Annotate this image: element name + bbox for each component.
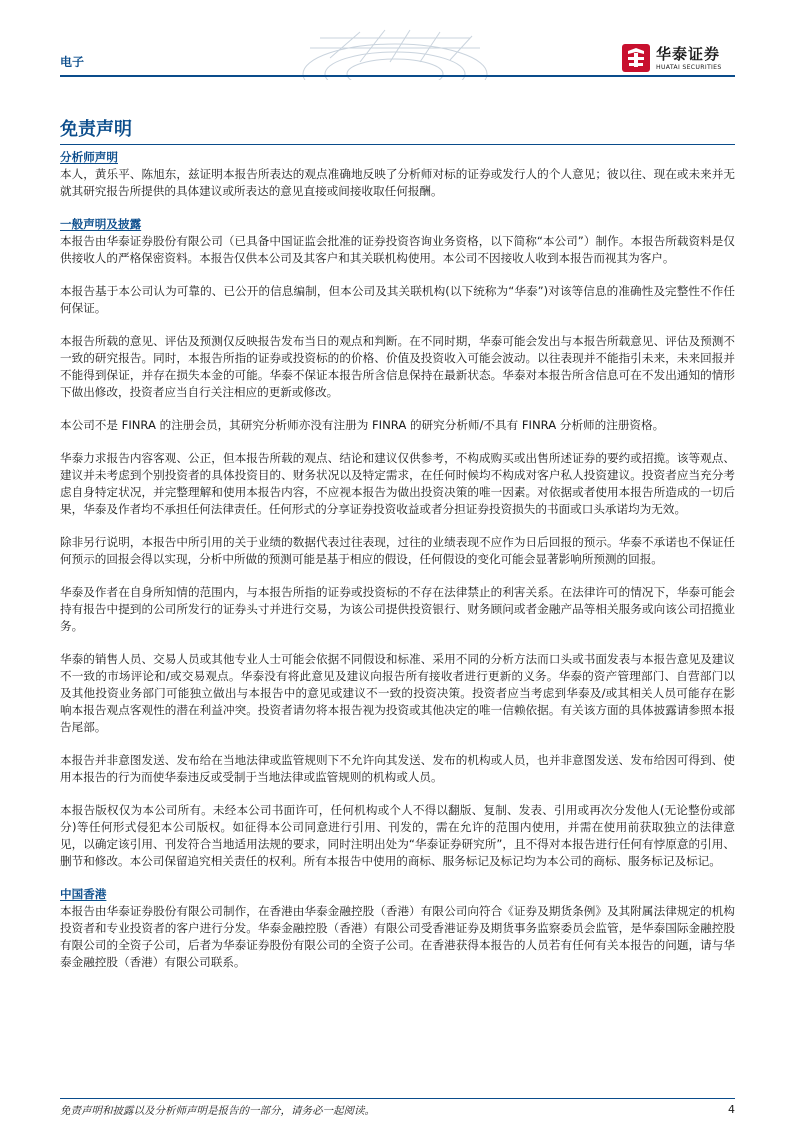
disclaimer-body [60, 149, 735, 971]
footer-note: 免责声明和披露以及分析师声明是报告的一部分，请务必一起阅读。 [60, 1105, 375, 1117]
paragraph: 本报告基于本公司认为可靠的、已公开的信息编制，但本公司及其关联机构(以下统称为“华泰”)对该等信息的准确性及完整性不作任何保证。 [60, 284, 735, 315]
paragraph: 本报告由华泰证券股份有限公司制作，在香港由华泰金融控股（香港）有限公司向符合《证券及期货条例》及其附属法律规定的机构投资者和专业投资者的客户进行分发。华泰金融控股（香港）有限公司受香港证券及期货事务监察委员会监管，是华泰国际金融控股有限公司的全资子公司，后者为华泰证券股份有限公司的全资子公司。在香港获得本报告的人员若有任何有关本报告的问题，请与华泰金融控股（香港）有限公司联系。 [60, 904, 735, 969]
header-divider [60, 75, 735, 77]
section-heading: 分析师声明 [60, 150, 118, 164]
section-hong-kong [60, 886, 735, 971]
paragraph: 本报告由华泰证券股份有限公司（已具备中国证监会批准的证券投资咨询业务资格，以下简称“本公司”）制作。本报告所载资料是仅供接收人的严格保密资料。本报告仅供本公司及其客户和其关联机构使用。本公司不因接收人收到本报告而视其为客户。 [60, 234, 735, 265]
section-general [60, 216, 735, 870]
section-heading: 中国香港 [60, 887, 107, 901]
page-number: 4 [728, 1103, 735, 1116]
section-label: 电子 [60, 55, 85, 69]
paragraph: 华泰的销售人员、交易人员或其他专业人士可能会依据不同假设和标准、采用不同的分析方法而口头或书面发表与本报告意见及建议不一致的市场评论和/或交易观点。华泰没有将此意见及建议向报告所有接收者进行更新的义务。华泰的资产管理部门、自营部门以及其他投资业务部门可能独立做出与本报告中的意见或建议不一致的投资决策。投资者应当考虑到华泰及/或其相关人员可能存在影响本报告观点客观性的潜在利益冲突。投资者请勿将本报告视为投资或其他决定的唯一信赖依据。有关该方面的具体披露请参照本报告尾部。 [60, 652, 735, 734]
logo-subtitle: HUATAI SECURITIES [656, 64, 722, 71]
title-divider [60, 144, 735, 145]
logo-name: 华泰证券 [656, 45, 721, 63]
huatai-logo [622, 44, 734, 74]
paragraph: 华泰力求报告内容客观、公正，但本报告所载的观点、结论和建议仅供参考，不构成购买或出售所述证券的要约或招揽。该等观点、建议并未考虑到个别投资者的具体投资目的、财务状况以及特定需求，在任何时候均不构成对客户私人投资建议。投资者应当充分考虑自身特定状况，并完整理解和使用本报告内容，不应视本报告为做出投资决策的唯一因素。对依据或者使用本报告所造成的一切后果，华泰及作者均不承担任何法律责任。任何形式的分享证券投资收益或者分担证券投资损失的书面或口头承诺均为无效。 [60, 451, 735, 516]
section-heading: 一般声明及披露 [60, 217, 142, 231]
paragraph: 除非另行说明，本报告中所引用的关于业绩的数据代表过往表现，过往的业绩表现不应作为日后回报的预示。华泰不承诺也不保证任何预示的回报会得以实现，分析中所做的预测可能是基于相应的假设，任何假设的变化可能会显著影响所预测的回报。 [60, 535, 735, 566]
huatai-logo-icon [622, 44, 650, 72]
paragraph: 本人，黄乐平、陈旭东，兹证明本报告所表达的观点准确地反映了分析师对标的证券或发行人的个人意见；彼以往、现在或未来并无就其研究报告所提供的具体建议或所表达的意见直接或间接收取任何报酬。 [60, 167, 735, 198]
paragraph: 本公司不是 FINRA 的注册会员，其研究分析师亦没有注册为 FINRA 的研究分析师/不具有 FINRA 分析师的注册资格。 [60, 418, 665, 432]
footer-divider [60, 1098, 735, 1099]
paragraph: 本报告并非意图发送、发布给在当地法律或监管规则下不允许向其发送、发布的机构或人员，也并非意图发送、发布给因可得到、使用本报告的行为而使华泰违反或受制于当地法律或监管规则的机构或人员。 [60, 753, 735, 784]
paragraph: 本报告所载的意见、评估及预测仅反映报告发布当日的观点和判断。在不同时期，华泰可能会发出与本报告所载意见、评估及预测不一致的研究报告。同时，本报告所指的证券或投资标的的价格、价值及投资收入可能会波动。以往表现并不能指引未来，未来回报并不能得到保证，并存在损失本金的可能。华泰不保证本报告所含信息保持在最新状态。华泰对本报告所含信息可在不发出通知的情形下做出修改，投资者应当自行关注相应的更新或修改。 [60, 334, 735, 399]
paragraph: 本报告版权仅为本公司所有。未经本公司书面许可，任何机构或个人不得以翻版、复制、发表、引用或再次分发他人(无论整份或部分)等任何形式侵犯本公司版权。如征得本公司同意进行引用、刊发的，需在允许的范围内使用，并需在使用前获取独立的法律意见，以确定该引用、刊发符合当地适用法规的要求，同时注明出处为“华泰证券研究所”，且不得对本报告进行任何有悖原意的引用、删节和修改。本公司保留追究相关责任的权利。所有本报告中使用的商标、服务标记及标记均为本公司的商标、服务标记及标记。 [60, 803, 735, 868]
page-title: 免责声明 [60, 119, 132, 140]
section-analyst [60, 149, 735, 200]
globe-graphic [300, 28, 490, 80]
paragraph: 华泰及作者在自身所知情的范围内，与本报告所指的证券或投资标的不存在法律禁止的利害关系。在法律许可的情况下，华泰可能会持有报告中提到的公司所发行的证券头寸并进行交易，为该公司提供投资银行、财务顾问或者金融产品等相关服务或向该公司招揽业务。 [60, 585, 735, 633]
